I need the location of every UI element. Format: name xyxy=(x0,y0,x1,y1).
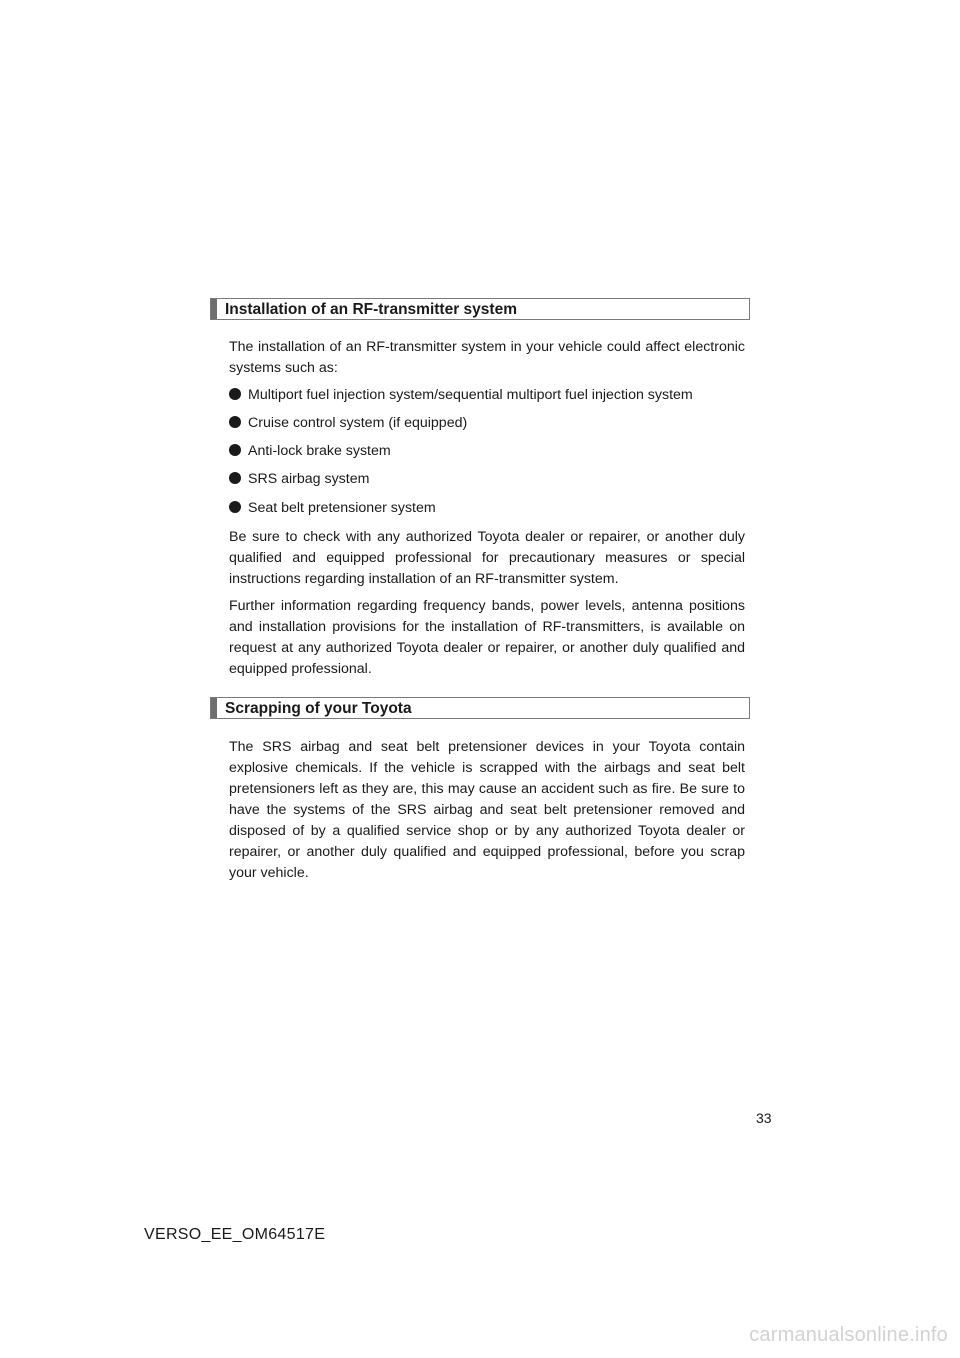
bullet-icon xyxy=(229,501,241,513)
section-heading: Installation of an RF-transmitter system xyxy=(225,301,517,318)
bullet-icon xyxy=(229,416,241,428)
bullet-icon xyxy=(229,444,241,456)
section-header-rf-transmitter xyxy=(210,298,750,320)
section-header-scrapping xyxy=(210,697,750,719)
list-item xyxy=(229,413,745,434)
list-item xyxy=(229,469,745,490)
bullet-icon xyxy=(229,388,241,400)
list-item xyxy=(229,498,745,519)
list-item-text: Seat belt pretensioner system xyxy=(248,500,436,516)
body-paragraph: Further information regarding frequency bands, power levels, antenna positions and installation provisions for the installation of RF-transmitters, is available on request at any authorized Toyota dealer or repairer, or another duly qualified and equipped professional. xyxy=(229,598,745,677)
list-item-text: SRS airbag system xyxy=(248,471,370,487)
section-header-bar xyxy=(211,698,217,718)
bullet-icon xyxy=(229,472,241,484)
section-heading: Scrapping of your Toyota xyxy=(225,700,412,717)
body-paragraph: Be sure to check with any authorized Toyota dealer or repairer, or another duly qualified and equipped professional for precautionary measures or special instructions regarding installation of an RF-transmitter system. xyxy=(229,529,745,587)
list-item xyxy=(229,385,745,406)
watermark-text: carmanualsonline.info xyxy=(749,1324,948,1346)
document-code: VERSO_EE_OM64517E xyxy=(144,1226,326,1243)
section-header-bar xyxy=(211,299,217,319)
page-number: 33 xyxy=(756,1110,772,1126)
list-item-text: Multiport fuel injection system/sequential multiport fuel injection system xyxy=(248,387,693,403)
body-paragraph: The SRS airbag and seat belt pretensioner devices in your Toyota contain explosive chemicals. If the vehicle is scrapped with the airbags and seat belt pretensioners left as they are, this may cause an accident such as fire. Be sure to have the systems of the SRS airbag and seat belt pretensioner removed and disposed of by a qualified service shop or by any authorized Toyota dealer or repairer, or another duly qualified and equipped professional, before you scrap your vehicle. xyxy=(229,739,745,881)
list-item-text: Cruise control system (if equipped) xyxy=(248,415,468,431)
intro-paragraph: The installation of an RF-transmitter system in your vehicle could affect electronic systems such as: xyxy=(229,339,745,376)
list-item-text: Anti-lock brake system xyxy=(248,443,391,459)
list-item xyxy=(229,441,745,462)
